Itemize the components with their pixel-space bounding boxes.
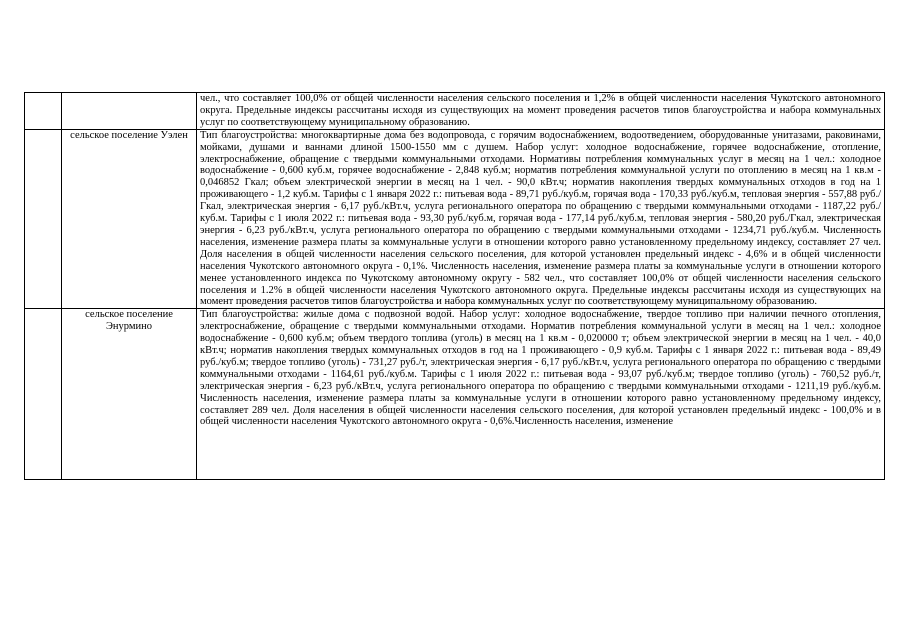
description-text: чел., что составляет 100,0% от общей численности населения сельского поселения и 1,2% в общей численности населения Чукотского автономного округа. Предельные индексы рассчитаны исходя из существующих на момент проведения расчетов типов благоустройства и набора коммунальных услуг по соответствующему муниципальному образованию. xyxy=(200,93,881,128)
description-text: Тип благоустройства: многоквартирные дома без водопровода, с горячим водоснабжением, водоотведением, оборудованные унитазами, раковинами, мойками, душами и ваннами длиной 1500-1550 мм с душем. Набор услуг: холодное водоснабжение, горячее водоснабжение, отопление, электроснабжение, обращение с твердыми коммунальными отходами. Нормативы потребления коммунальных услуг в месяц на 1 чел.: холодное водоснабжение - 0,600 куб.м, горячее водоснабжение - 2,848 куб.м; норматив потребления коммунальной услуги по отоплению в месяц на 1 кв.м - 0,046852 Гкал; объем электрической энергии в месяц на 1 чел. - 90,0 кВт.ч; норматив накопления твердых коммунальных отходов в год на 1 проживающего - 1,2 куб.м. Тарифы с 1 января 2022 г.: питьевая вода - 89,71 руб./куб.м, горячая вода - 170,33 руб./куб.м, тепловая энергия - 557,88 руб./Гкал, электрическая энергия - 6,17 руб./кВт.ч, услуга регионального оператора по обращению с твердыми коммунальными отходами - 1187,22 руб./куб.м. Тарифы с 1 июля 2022 г.: питьевая вода - 93,30 руб./куб.м, горячая вода - 177,14 руб./куб.м, тепловая энергия - 580,20 руб./Гкал, электрическая энергия - 6,23 руб./кВт.ч, услуга регионального оператора по обращению с твердыми коммунальными отходами - 1234,71 руб./куб.м. Численность населения, изменение размера платы за коммунальные услуги в отношении которого равно установленному предельному индексу, составляет 27 чел. Доля населения в общей численности населения сельского поселения, для которой установлен предельный индекс - 4,6% и в общей численности населения Чукотского автономного округа - 0,1%. Численность населения, изменение размера платы за коммунальные услуги в отношении которого менее установленного индекса по Чукотскому автономному округу - 582 чел., что составляет 100,0% от общей численности населения сельского поселения и 1.2% в общей численности населения Чукотского автономного округа. Предельные индексы рассчитаны исходя из существующих на момент проведения расчетов типов благоустройства и набора коммунальных услуг по соответствующему муниципальному образованию. xyxy=(200,129,881,308)
description-text: Тип благоустройства: жилые дома с подвозной водой. Набор услуг: холодное водоснабжение, твердое топливо при наличии печного отопления, электроснабжение, обращение с твердыми коммунальными отходами. Норматив потребления коммунальной услуги в месяц на 1 чел.: холодное водоснабжение - 0,600 куб.м; объем твердого топлива (уголь) в месяц на 1 кв.м - 0,020000 т; объем электрической энергии в месяц на 1 чел. - 40,0 кВт.ч; норматив накопления твердых коммунальных отходов в год на 1 проживающего - 0,9 куб.м. Тарифы с 1 января 2022 г.: питьевая вода - 89,49 руб./куб.м; твердое топливо (уголь) - 731,27 руб./т, электрическая энергия - 6,17 руб./кВт.ч, услуга регионального оператора по обращению с твердыми коммунальными отходами - 1164,61 руб./куб.м. Тарифы с 1 июля 2022 г.: питьевая вода - 93,07 руб./куб.м; твердое топливо (уголь) - 760,52 руб./т, электрическая энергия - 6,23 руб./кВт.ч, услуга регионального оператора по обращению с твердыми коммунальными отходами - 1211,19 руб./куб.м. Численность населения, изменение размера платы за коммунальные услуги в отношении которого равно установленному предельному индексу, составляет 289 чел. Доля населения в общей численности населения сельского поселения, для которой установлен предельный индекс - 100,0% и в общей численности населения Чукотского автономного округа - 0,6%.Численность населения, изменение xyxy=(200,309,881,428)
row-number-cell xyxy=(25,309,62,480)
description-cell xyxy=(197,129,885,309)
table-row xyxy=(25,93,885,130)
settlement-name-cell: сельское поселение Уэлен xyxy=(62,129,197,309)
row-number-cell xyxy=(25,129,62,309)
description-cell xyxy=(197,309,885,480)
row-number-cell xyxy=(25,93,62,130)
settlement-name-cell xyxy=(62,93,197,130)
tariff-table xyxy=(24,92,885,480)
description-clip xyxy=(200,309,881,479)
table-row xyxy=(25,309,885,480)
settlement-name-cell: сельское поселение Энурмино xyxy=(62,309,197,480)
description-cell xyxy=(197,93,885,130)
table-row xyxy=(25,129,885,309)
